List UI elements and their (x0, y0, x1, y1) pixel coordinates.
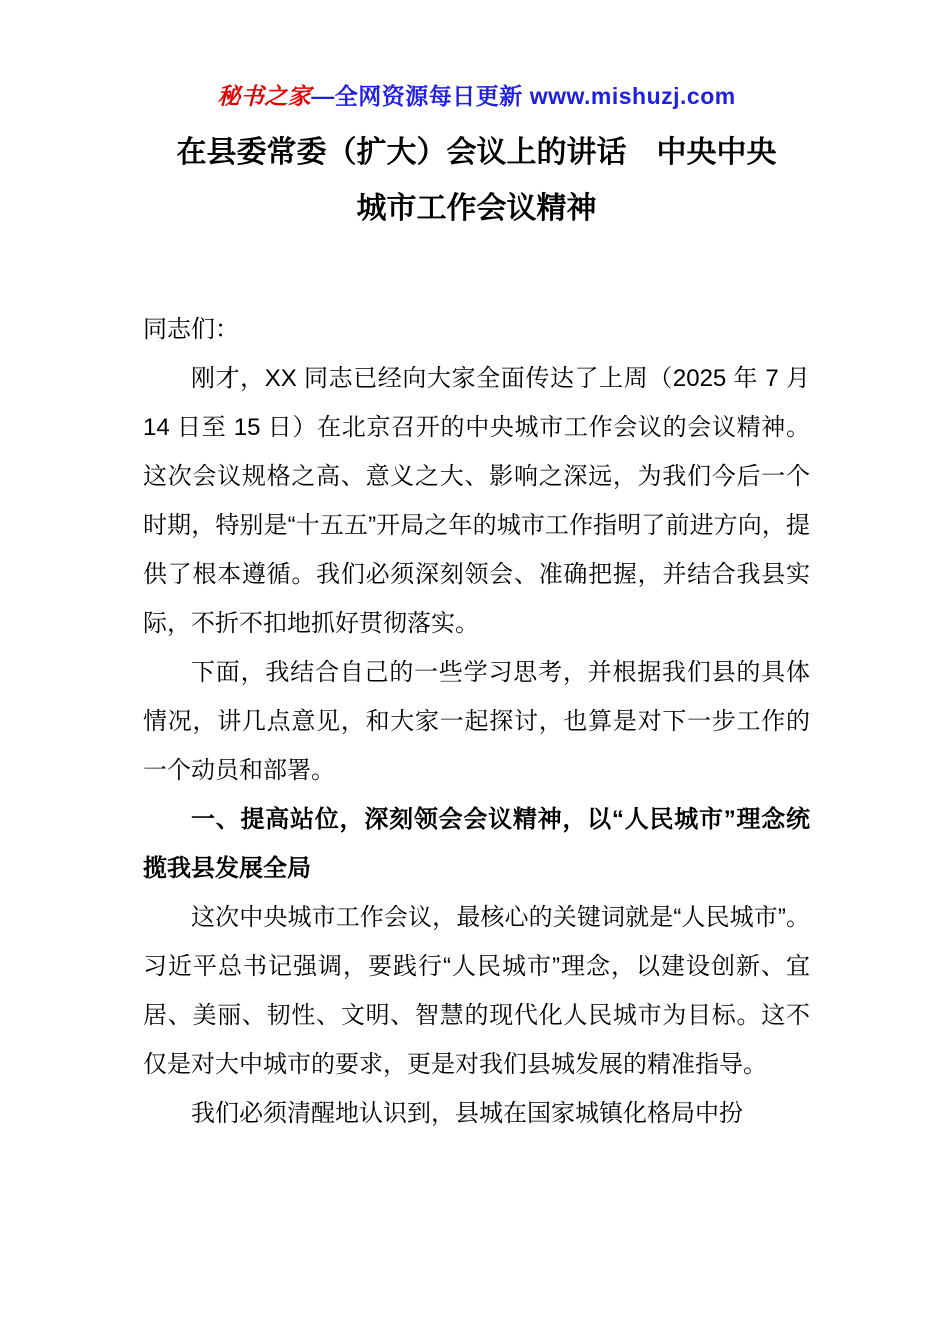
document-body (143, 305, 810, 1138)
paragraph-section-1-continued: 我们必须清醒地认识到，县城在国家城镇化格局中扮 (191, 1100, 743, 1127)
paragraph-salutation: 同志们： (143, 316, 239, 343)
site-tagline: —全网资源每日更新 (311, 83, 530, 109)
paragraph-intro: 刚才，XX 同志已经向大家全面传达了上周（2025 年 7 月 14 日至 15 日）在北京召开的中央城市工作会议的会议精神。这次会议规格之高、意义之大、影响之深远，为我们今后一个时期，特别是“十五五”开局之年的城市工作指明了前进方向，提供了根本遵循。我们必须深刻领会、准确把握，并结合我县实际，不折不扣地抓好贯彻落实。 (143, 365, 810, 637)
site-brand: 秘书之家 (217, 83, 312, 109)
paragraph-section-heading-1: 一、提高站位，深刻领会会议精神，以“人民城市”理念统揽我县发展全局 (143, 806, 810, 882)
document-title: 在县委常委（扩大）会议上的讲话 中央中央城市工作会议精神 (176, 136, 777, 225)
paragraph-overview: 下面，我结合自己的一些学习思考，并根据我们县的具体情况，讲几点意见，和大家一起探讨，也算是对下一步工作的一个动员和部署。 (143, 659, 810, 784)
site-url-link[interactable]: www.mishuzj.com (529, 83, 736, 109)
paragraph-section-1-body: 这次中央城市工作会议，最核心的关键词就是“人民城市”。习近平总书记强调，要践行“人民城市”理念，以建设创新、宜居、美丽、韧性、文明、智慧的现代化人民城市为目标。这不仅是对大中城市的要求，更是对我们县城发展的精准指导。 (143, 904, 810, 1078)
document-header (143, 78, 810, 111)
